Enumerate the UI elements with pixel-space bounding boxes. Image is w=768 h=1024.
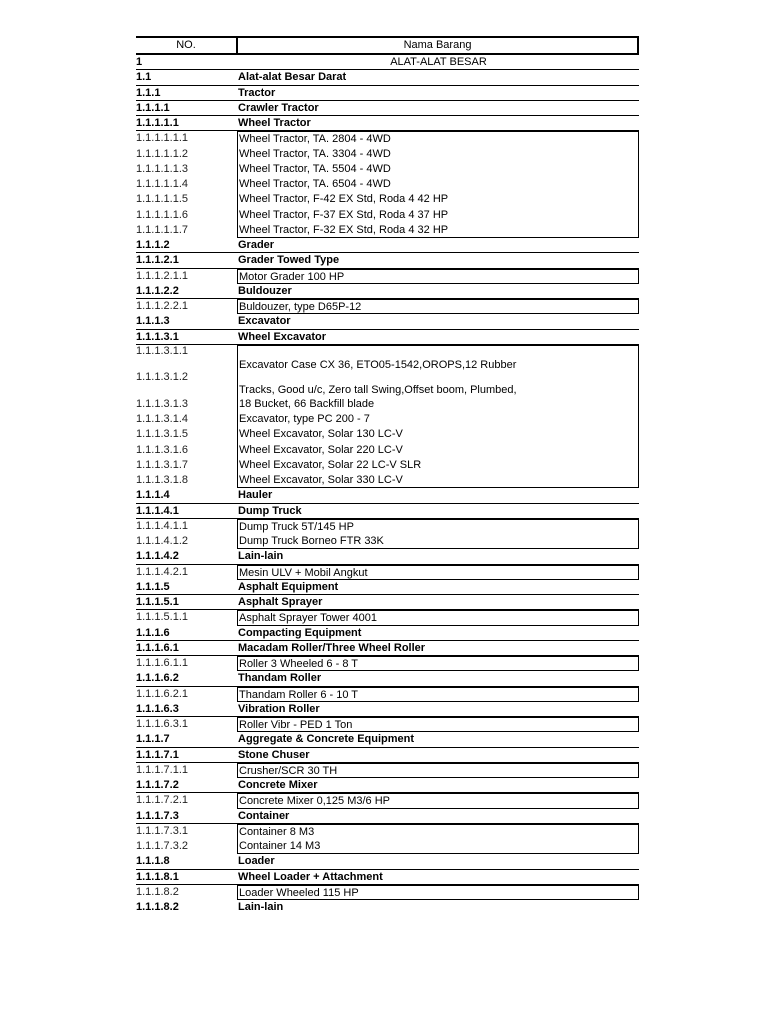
row-number: 1.1.1.1.1.5 (136, 193, 188, 206)
row-item-name: Crawler Tractor (238, 101, 319, 114)
table-row (136, 900, 639, 915)
row-item-name: Hauler (238, 489, 273, 502)
table-row (136, 641, 639, 656)
row-number: 1.1.1.6.2.1 (136, 687, 188, 700)
table-row (136, 809, 639, 824)
row-item-name: Buldouzer, type D65P-12 (237, 299, 639, 314)
row-number: 1.1.1.4.2 (136, 550, 179, 563)
row-number: 1.1.1.3.1.5 (136, 428, 188, 441)
table-row (136, 192, 639, 207)
row-item-name: Grader (238, 239, 275, 251)
row-number: 1.1.1.7.3.2 (136, 840, 188, 852)
table-header (136, 36, 639, 55)
table-row (136, 580, 639, 595)
table-row (136, 549, 639, 564)
row-item-name: Motor Grader 100 HP (237, 269, 639, 284)
row-item-name: Asphalt Sprayer (238, 596, 323, 608)
table-row (136, 253, 639, 268)
row-item-name: Loader Wheeled 115 HP (237, 885, 639, 900)
row-item-name: Wheel Tractor, TA. 2804 - 4WD (237, 131, 639, 146)
table-row (136, 488, 639, 503)
row-number: 1.1.1.3.1.2 (136, 370, 188, 383)
row-number: 1.1.1.6.3.1 (136, 718, 188, 730)
spreadsheet-table (136, 36, 639, 915)
row-number: 1.1.1.6 (136, 626, 170, 639)
row-number: 1.1.1.8.1 (136, 870, 179, 883)
row-item-name: Wheel Tractor, F-37 EX Std, Roda 4 37 HP (237, 208, 639, 223)
row-item-name: Stone Chuser (238, 748, 310, 761)
row-item-name: Vibration Roller (238, 702, 320, 715)
table-row (136, 763, 639, 778)
row-item-name: Container 8 M3 (237, 824, 639, 839)
row-number: 1.1.1.6.1.1 (136, 657, 188, 669)
row-item-name: Concrete Mixer 0,125 M3/6 HP (237, 793, 639, 808)
row-number: 1.1.1.3.1.7 (136, 458, 188, 471)
row-number: 1.1.1.5.1.1 (136, 611, 188, 624)
table-row (136, 717, 639, 732)
row-item-name: Excavator Case CX 36, ETO05-1542,OROPS,12 Rubber (237, 345, 639, 371)
row-item-name: Lain-lain (238, 901, 284, 913)
row-item-name: Lain-lain (238, 550, 284, 563)
table-row (136, 534, 639, 549)
row-number: 1.1.1.6.3 (136, 702, 179, 715)
row-number: 1.1.1.3.1.1 (136, 344, 188, 357)
row-number: 1.1.1.8 (136, 855, 170, 868)
row-item-name: Wheel Excavator, Solar 130 LC-V (237, 427, 639, 442)
row-number: 1.1 (136, 71, 152, 84)
row-item-name: Aggregate & Concrete Equipment (238, 733, 415, 746)
row-number: 1.1.1.6.2 (136, 672, 179, 685)
table-row (136, 238, 639, 253)
row-item-name: Wheel Tractor, TA. 3304 - 4WD (237, 147, 639, 162)
table-row (136, 854, 639, 869)
row-number: 1.1.1.7.3 (136, 809, 179, 822)
row-item-name: Wheel Tractor, F-32 EX Std, Roda 4 32 HP (237, 223, 639, 238)
table-row (136, 656, 639, 671)
table-row (136, 371, 639, 397)
row-number: 1.1.1.2.1.1 (136, 269, 188, 282)
table-row (136, 412, 639, 427)
table-row (136, 595, 639, 610)
row-number: 1.1.1.2 (136, 239, 170, 251)
table-row (136, 330, 639, 345)
table-row (136, 147, 639, 162)
table-row (136, 458, 639, 473)
row-number: 1.1.1.6.1 (136, 641, 179, 654)
table-row (136, 839, 639, 854)
table-row (136, 473, 639, 488)
row-number: 1.1.1.3.1.8 (136, 474, 188, 486)
row-item-name: Container (238, 809, 290, 822)
table-row (136, 702, 639, 717)
row-item-name: Wheel Loader + Attachment (238, 870, 383, 883)
row-item-name: 18 Bucket, 66 Backfill blade (237, 397, 639, 412)
row-number: 1.1.1.7.2 (136, 779, 179, 791)
row-item-name: Wheel Excavator, Solar 330 LC-V (237, 473, 639, 488)
row-item-name: Crusher/SCR 30 TH (237, 763, 639, 778)
row-number: 1.1.1.5 (136, 580, 170, 593)
table-row (136, 116, 639, 131)
row-number: 1.1.1 (136, 86, 161, 99)
header-no: NO. (136, 38, 238, 53)
table-row (136, 870, 639, 885)
table-row (136, 793, 639, 808)
row-number: 1.1.1.1.1.3 (136, 162, 188, 175)
row-item-name: Wheel Excavator, Solar 220 LC-V (237, 443, 639, 458)
row-item-name: Tracks, Good u/c, Zero tall Swing,Offset boom, Plumbed, (237, 371, 639, 397)
row-number: 1.1.1.4.2.1 (136, 565, 188, 578)
row-item-name: Thandam Roller 6 - 10 T (237, 687, 639, 702)
row-item-name: Buldouzer (238, 284, 292, 297)
row-item-name: Wheel Tractor (238, 117, 311, 129)
table-row (136, 55, 639, 70)
row-item-name: Grader Towed Type (238, 254, 340, 267)
row-number: 1.1.1.1 (136, 101, 170, 114)
row-item-name: Loader (238, 855, 275, 868)
table-row (136, 162, 639, 177)
row-item-name: Wheel Tractor, TA. 5504 - 4WD (237, 162, 639, 177)
table-row (136, 284, 639, 299)
table-row (136, 778, 639, 793)
table-row (136, 565, 639, 580)
table-row (136, 732, 639, 747)
row-item-name: Asphalt Equipment (238, 580, 339, 593)
row-number: 1.1.1.3.1 (136, 330, 179, 343)
row-item-name: Macadam Roller/Three Wheel Roller (238, 641, 426, 654)
row-number: 1.1.1.1.1.6 (136, 208, 188, 221)
row-item-name: Excavator, type PC 200 - 7 (237, 412, 639, 427)
row-number: 1.1.1.7.2.1 (136, 794, 188, 807)
table-row (136, 504, 639, 519)
row-item-name: Dump Truck (238, 504, 302, 517)
table-row (136, 519, 639, 534)
row-number: 1.1.1.3.1.4 (136, 413, 188, 425)
row-item-name: Dump Truck Borneo FTR 33K (237, 534, 639, 549)
row-number: 1.1.1.7.1 (136, 748, 179, 761)
row-number: 1.1.1.4.1.2 (136, 535, 188, 547)
table-row (136, 314, 639, 329)
row-item-name: Mesin ULV + Mobil Angkut (237, 565, 639, 580)
row-number: 1.1.1.7.3.1 (136, 824, 188, 837)
row-number: 1.1.1.3.1.6 (136, 443, 188, 456)
table-row (136, 748, 639, 763)
row-number: 1.1.1.8.2 (136, 885, 179, 898)
row-number: 1.1.1.7 (136, 733, 170, 746)
table-row (136, 269, 639, 284)
row-item-name: Concrete Mixer (238, 779, 318, 791)
row-item-name: Roller 3 Wheeled 6 - 8 T (237, 656, 639, 671)
row-number: 1.1.1.1.1 (136, 117, 179, 129)
table-row (136, 443, 639, 458)
row-number: 1.1.1.8.2 (136, 901, 179, 913)
table-row (136, 223, 639, 238)
row-number: 1.1.1.5.1 (136, 596, 179, 608)
table-row (136, 671, 639, 686)
header-name: Nama Barang (238, 38, 639, 53)
table-row (136, 824, 639, 839)
row-item-name: Tractor (238, 86, 276, 99)
row-number: 1.1.1.4.1.1 (136, 519, 188, 532)
row-item-name: Container 14 M3 (237, 839, 639, 854)
row-number: 1.1.1.4 (136, 489, 170, 502)
row-number: 1.1.1.7.1.1 (136, 763, 188, 776)
row-number: 1.1.1.3.1.3 (136, 397, 188, 410)
table-row (136, 86, 639, 101)
table-row (136, 610, 639, 625)
row-item-name: Roller Vibr - PED 1 Ton (237, 717, 639, 732)
table-row (136, 101, 639, 116)
row-number: 1.1.1.4.1 (136, 504, 179, 517)
row-item-name: Dump Truck 5T/145 HP (237, 519, 639, 534)
row-item-name: Alat-alat Besar Darat (238, 71, 347, 84)
row-item-name: Asphalt Sprayer Tower 4001 (237, 610, 639, 625)
table-row (136, 345, 639, 371)
row-item-name: Wheel Excavator, Solar 22 LC-V SLR (237, 458, 639, 473)
row-item-name: Wheel Tractor, F-42 EX Std, Roda 4 42 HP (237, 192, 639, 207)
row-item-name: Excavator (238, 315, 291, 328)
row-item-name: Wheel Tractor, TA. 6504 - 4WD (237, 177, 639, 192)
table-row (136, 299, 639, 314)
row-number: 1 (136, 56, 143, 68)
table-body (136, 55, 639, 915)
row-number: 1.1.1.1.1.7 (136, 223, 188, 236)
table-row (136, 687, 639, 702)
table-row (136, 208, 639, 223)
row-item-name: Thandam Roller (238, 672, 322, 685)
table-row (136, 885, 639, 900)
row-number: 1.1.1.1.1.4 (136, 178, 188, 190)
table-row (136, 177, 639, 192)
row-item-name: ALAT-ALAT BESAR (390, 56, 487, 68)
row-number: 1.1.1.1.1.2 (136, 147, 188, 160)
table-row (136, 70, 639, 85)
table-row (136, 427, 639, 442)
row-item-name: Wheel Excavator (238, 330, 327, 343)
table-row (136, 131, 639, 146)
row-number: 1.1.1.1.1.1 (136, 132, 188, 145)
row-number: 1.1.1.2.1 (136, 254, 179, 267)
row-number: 1.1.1.2.2 (136, 284, 179, 297)
table-row (136, 397, 639, 412)
row-number: 1.1.1.2.2.1 (136, 300, 188, 312)
row-number: 1.1.1.3 (136, 315, 170, 328)
table-row (136, 626, 639, 641)
row-item-name: Compacting Equipment (238, 626, 362, 639)
